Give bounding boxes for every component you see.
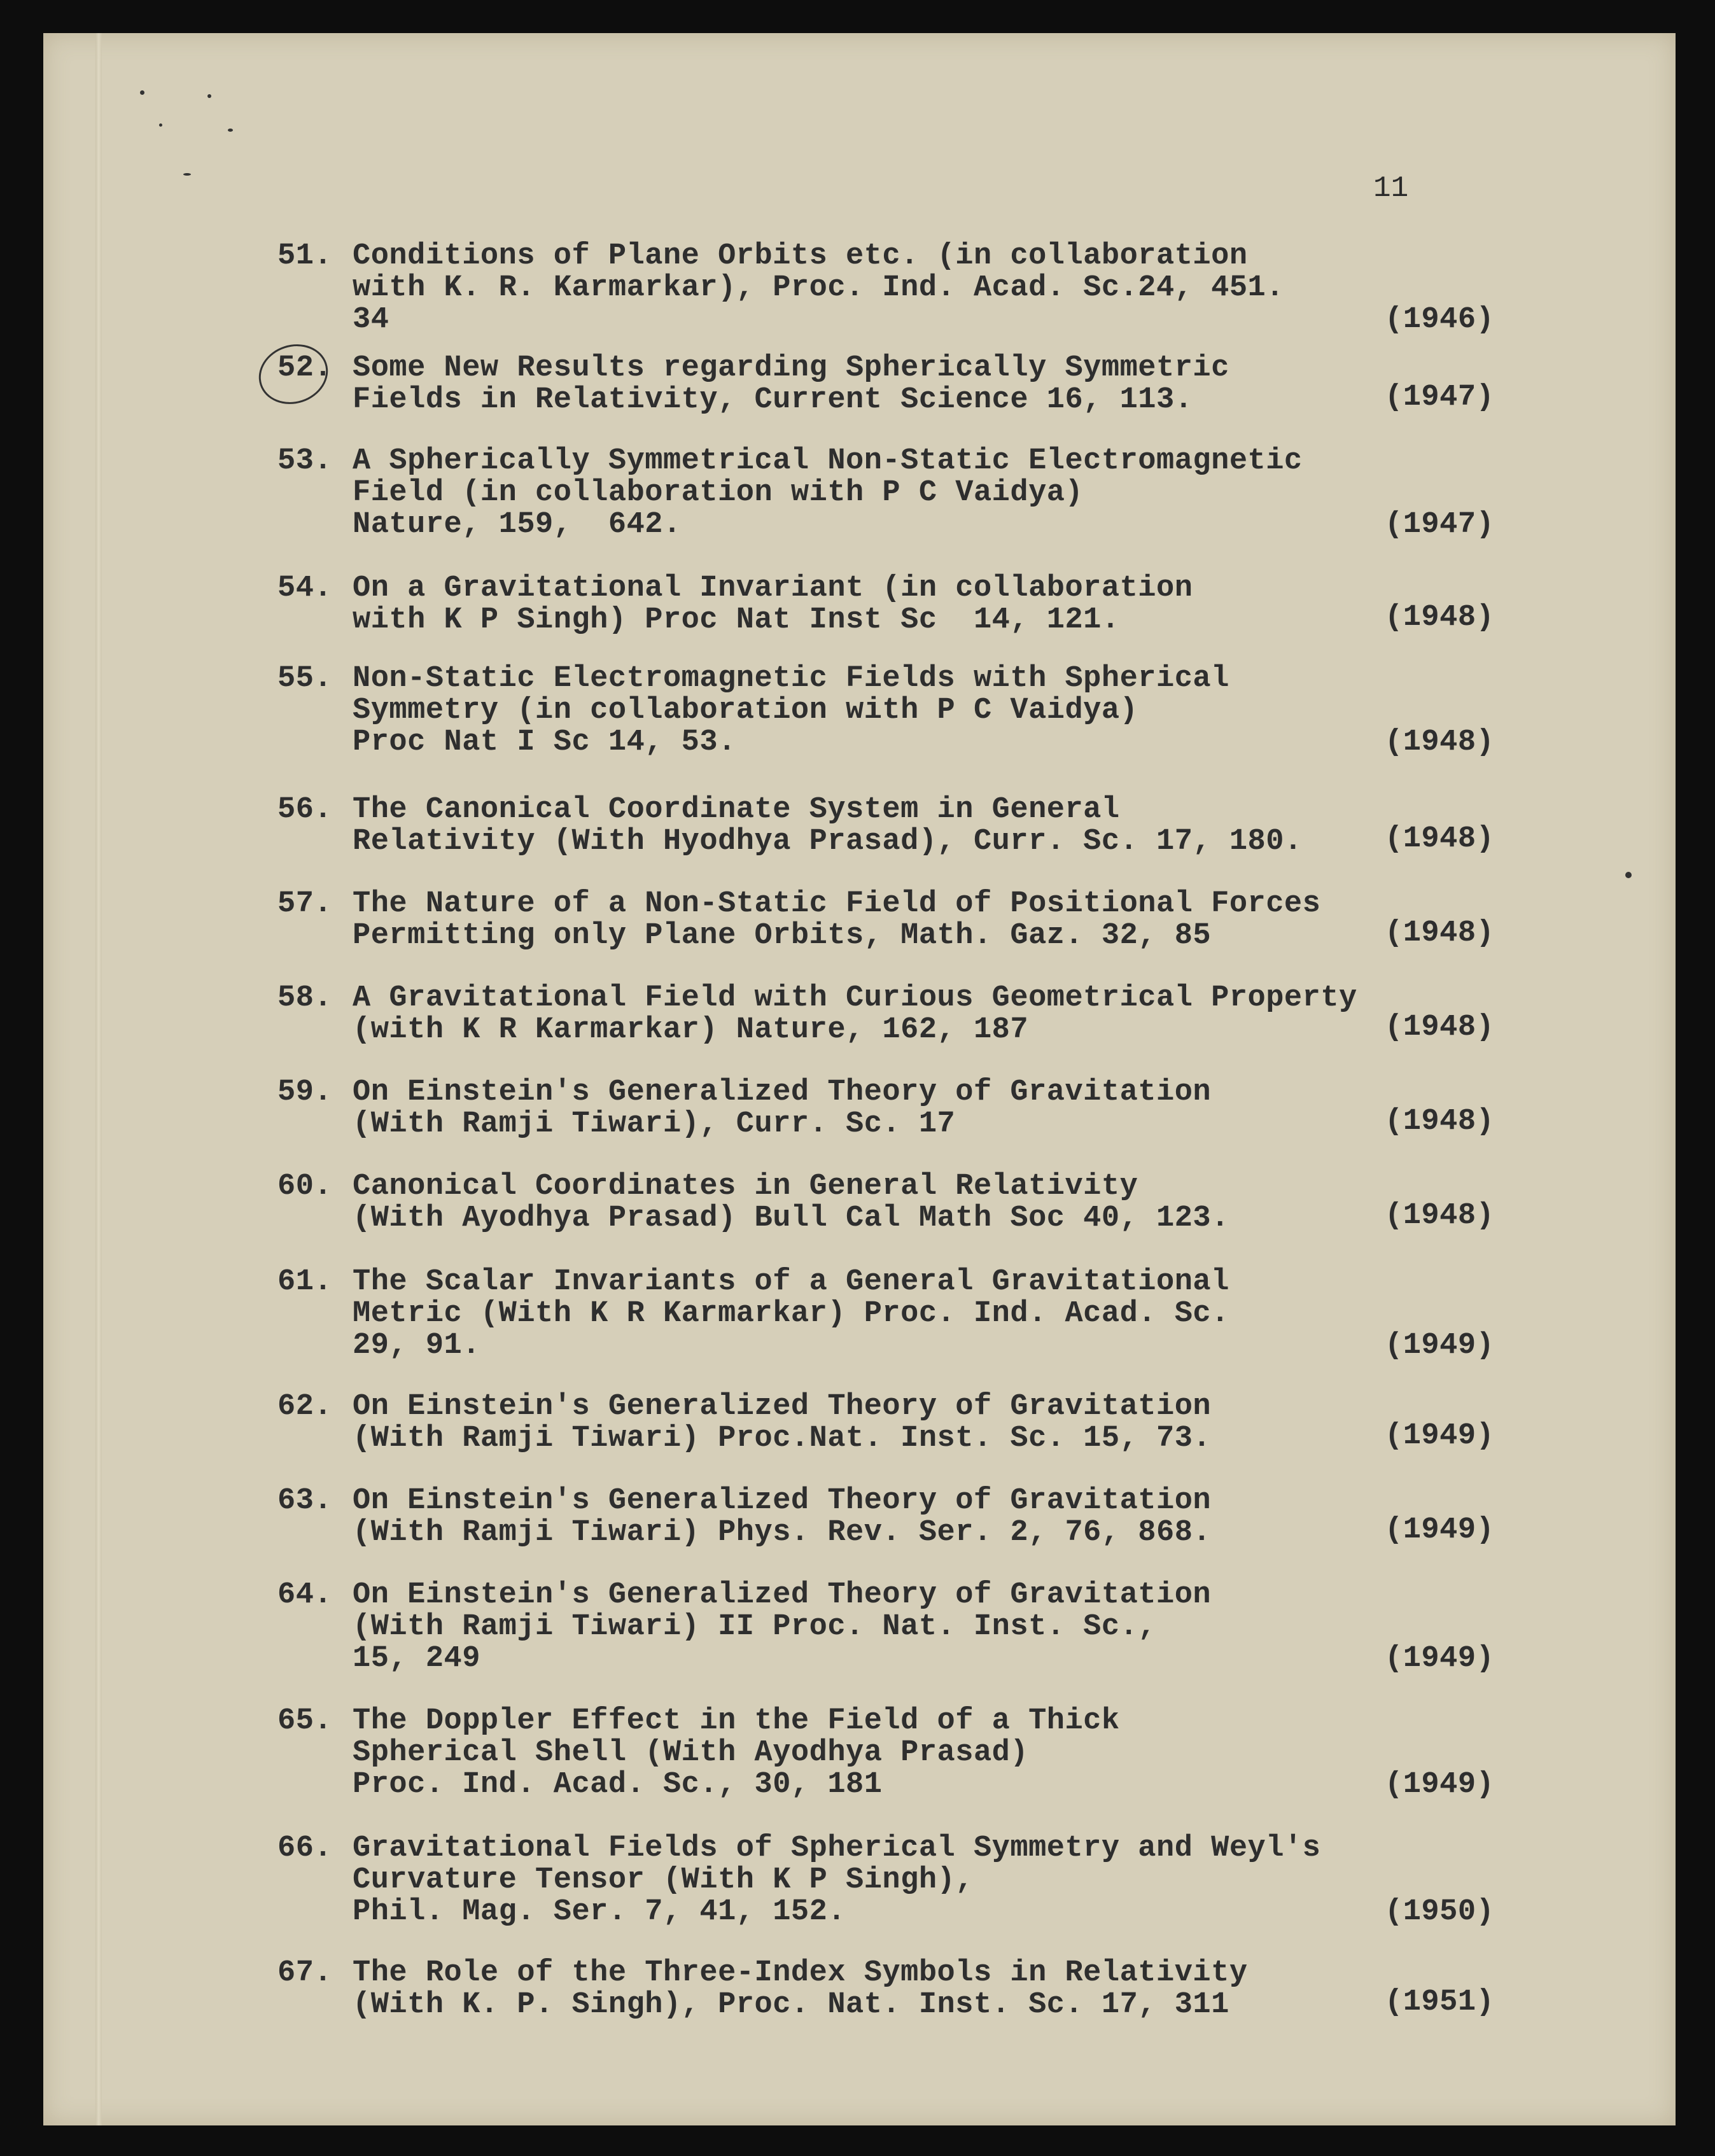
entry-year: (1949)	[1385, 1513, 1495, 1547]
entry-number: 56.	[277, 793, 333, 827]
entry-number: 58.	[277, 981, 333, 1015]
citation-line: The Doppler Effect in the Field of a Thick	[353, 1704, 1120, 1738]
entry-number: 51.	[277, 239, 333, 273]
citation-line: Conditions of Plane Orbits etc. (in collaboration	[353, 239, 1248, 273]
citation-line: On Einstein's Generalized Theory of Gravitation	[353, 1578, 1212, 1612]
entry-year: (1948)	[1385, 601, 1495, 634]
entry-number: 57.	[277, 887, 333, 921]
entry-citation	[353, 983, 1447, 1046]
entry-number: 52.	[277, 351, 333, 385]
entry-number: 67.	[277, 1956, 333, 1990]
citation-line: (with K R Karmarkar) Nature, 162, 187	[353, 1013, 1029, 1047]
entry-citation	[353, 573, 1447, 636]
entry-number: 66.	[277, 1831, 333, 1865]
citation-line: 29, 91.	[353, 1329, 480, 1362]
citation-line: 15, 249	[353, 1642, 480, 1676]
citation-line: On Einstein's Generalized Theory of Gravitation	[353, 1484, 1212, 1518]
citation-line: Metric (With K R Karmarkar) Proc. Ind. Acad. Sc.	[353, 1297, 1229, 1331]
citation-line: Permitting only Plane Orbits, Math. Gaz. 32, 85	[353, 919, 1212, 953]
document-page	[43, 33, 1676, 2125]
entry-year: (1951)	[1385, 1985, 1495, 2019]
entry-number: 62.	[277, 1390, 333, 1424]
entry-year: (1948)	[1385, 916, 1495, 950]
entry-number: 64.	[277, 1578, 333, 1612]
entry-year: (1947)	[1385, 508, 1495, 542]
citation-line: Proc. Ind. Acad. Sc., 30, 181	[353, 1768, 883, 1802]
entry-citation	[353, 1579, 1447, 1675]
citation-line: (With Ramji Tiwari) Phys. Rev. Ser. 2, 76, 868.	[353, 1516, 1212, 1550]
citation-line: (With Ayodhya Prasad) Bull Cal Math Soc 40, 123.	[353, 1201, 1229, 1235]
entry-year: (1949)	[1385, 1768, 1495, 1802]
entry-citation	[353, 445, 1447, 541]
citation-line: Field (in collaboration with P C Vaidya)	[353, 476, 1084, 510]
citation-line: (With Ramji Tiwari) II Proc. Nat. Inst. Sc.,	[353, 1610, 1157, 1644]
citation-line: Nature, 159, 642.	[353, 508, 682, 542]
entry-number: 55.	[277, 662, 333, 696]
entry-number: 53.	[277, 444, 333, 478]
entry-citation	[353, 794, 1447, 858]
citation-line: 34	[353, 303, 389, 337]
entry-number: 61.	[277, 1265, 333, 1299]
entry-year: (1949)	[1385, 1329, 1495, 1362]
citation-line: Some New Results regarding Spherically Symmetric	[353, 351, 1229, 385]
entry-number: 60.	[277, 1170, 333, 1203]
citation-line: The Canonical Coordinate System in General	[353, 793, 1120, 827]
citation-line: with K P Singh) Proc Nat Inst Sc 14, 121.	[353, 603, 1120, 637]
entry-citation	[353, 663, 1447, 759]
bibliography-list	[43, 33, 1676, 2125]
citation-line: The Scalar Invariants of a General Gravitational	[353, 1265, 1229, 1299]
entry-citation	[353, 241, 1447, 336]
entry-number: 63.	[277, 1484, 333, 1518]
citation-line: with K. R. Karmarkar), Proc. Ind. Acad. Sc.24, 451.	[353, 271, 1284, 305]
entry-citation	[353, 1391, 1447, 1455]
citation-line: Curvature Tensor (With K P Singh),	[353, 1863, 974, 1897]
citation-line: On Einstein's Generalized Theory of Gravitation	[353, 1075, 1212, 1109]
entry-year: (1950)	[1385, 1895, 1495, 1929]
citation-line: A Gravitational Field with Curious Geometrical Property	[353, 981, 1357, 1015]
citation-line: Phil. Mag. Ser. 7, 41, 152.	[353, 1895, 846, 1929]
citation-line: Proc Nat I Sc 14, 53.	[353, 725, 736, 759]
entry-year: (1948)	[1385, 1011, 1495, 1044]
entry-citation	[353, 888, 1447, 952]
entry-year: (1948)	[1385, 725, 1495, 759]
entry-citation	[353, 1171, 1447, 1235]
citation-line: Canonical Coordinates in General Relativity	[353, 1170, 1138, 1203]
entry-citation	[353, 1077, 1447, 1140]
citation-line: The Role of the Three-Index Symbols in Relativity	[353, 1956, 1248, 1990]
entry-year: (1948)	[1385, 822, 1495, 856]
citation-line: (With Ramji Tiwari) Proc.Nat. Inst. Sc. 15, 73.	[353, 1422, 1212, 1455]
citation-line: (With K. P. Singh), Proc. Nat. Inst. Sc. 17, 311	[353, 1988, 1229, 2022]
entry-citation	[353, 353, 1447, 416]
page-number: 11	[1373, 172, 1409, 205]
citation-line: Spherical Shell (With Ayodhya Prasad)	[353, 1736, 1029, 1770]
entry-year: (1946)	[1385, 303, 1495, 337]
entry-year: (1947)	[1385, 381, 1495, 414]
citation-line: Non-Static Electromagnetic Fields with Spherical	[353, 662, 1229, 696]
entry-year: (1949)	[1385, 1419, 1495, 1453]
entry-citation	[353, 1957, 1447, 2021]
entry-citation	[353, 1705, 1447, 1801]
entry-citation	[353, 1266, 1447, 1362]
entry-number: 65.	[277, 1704, 333, 1738]
entry-citation	[353, 1485, 1447, 1549]
entry-year: (1949)	[1385, 1642, 1495, 1676]
citation-line: The Nature of a Non-Static Field of Positional Forces	[353, 887, 1321, 921]
citation-line: Symmetry (in collaboration with P C Vaidya)	[353, 694, 1138, 727]
entry-year: (1948)	[1385, 1105, 1495, 1138]
citation-line: On Einstein's Generalized Theory of Gravitation	[353, 1390, 1212, 1424]
citation-line: Gravitational Fields of Spherical Symmetry and Weyl's	[353, 1831, 1321, 1865]
entry-year: (1948)	[1385, 1199, 1495, 1233]
citation-line: Relativity (With Hyodhya Prasad), Curr. Sc. 17, 180.	[353, 825, 1303, 858]
citation-line: Fields in Relativity, Current Science 16, 113.	[353, 383, 1193, 417]
entry-citation	[353, 1833, 1447, 1928]
entry-number: 54.	[277, 571, 333, 605]
citation-line: A Spherically Symmetrical Non-Static Electromagnetic	[353, 444, 1303, 478]
entry-number: 59.	[277, 1075, 333, 1109]
citation-line: (With Ramji Tiwari), Curr. Sc. 17	[353, 1107, 956, 1141]
citation-line: On a Gravitational Invariant (in collaboration	[353, 571, 1193, 605]
